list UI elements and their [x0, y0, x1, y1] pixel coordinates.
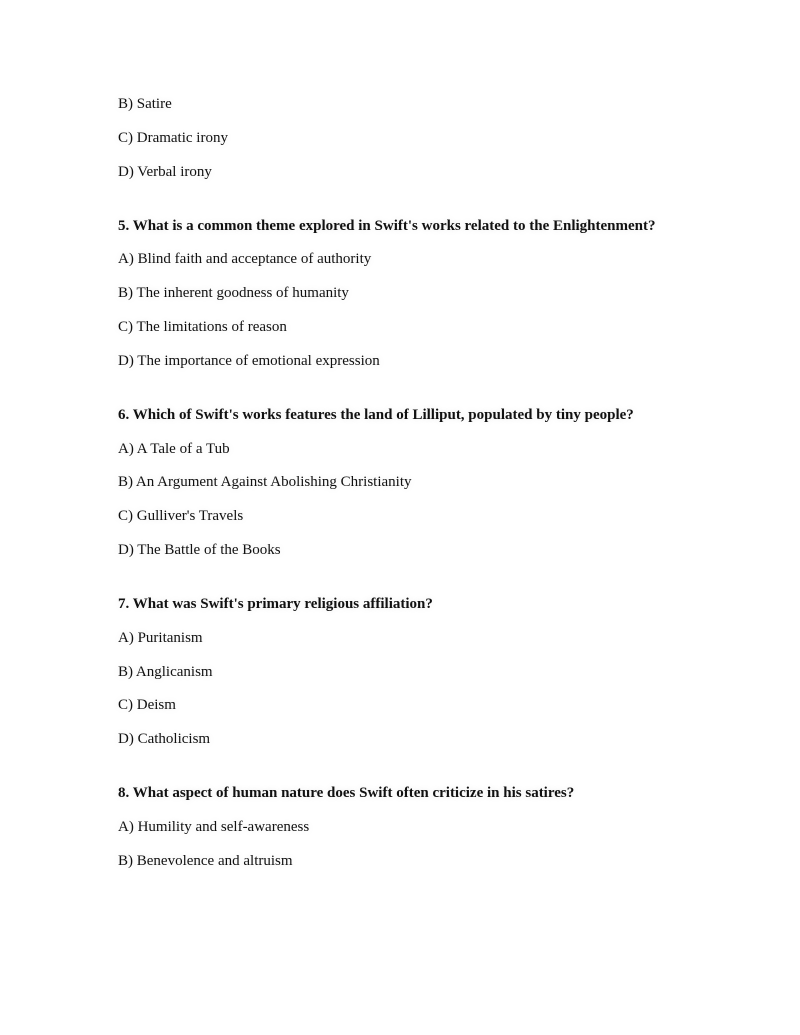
question-7: [118, 594, 758, 749]
answer-option: B) Anglicanism: [118, 663, 213, 680]
answer-option: C) The limitations of reason: [118, 318, 287, 335]
answer-option: D) Catholicism: [118, 731, 211, 748]
answer-option: C) Deism: [118, 697, 176, 714]
answer-option: D) Verbal irony: [118, 163, 212, 180]
answer-option: B) Satire: [118, 96, 172, 112]
answer-option: C) Dramatic irony: [118, 129, 228, 146]
question-prompt: 5. What is a common theme explored in Swift's works related to the Enlightenment?: [118, 217, 656, 234]
answer-option: D) The Battle of the Books: [118, 541, 281, 558]
answer-option: A) Puritanism: [118, 629, 203, 646]
quiz-page: [118, 94, 758, 885]
answer-option: B) The inherent goodness of humanity: [118, 285, 349, 302]
answer-option: C) Gulliver's Travels: [118, 508, 244, 525]
answer-option: B) Benevolence and altruism: [118, 852, 293, 869]
question-prompt: 7. What was Swift's primary religious affiliation?: [118, 595, 433, 612]
answer-option: A) Humility and self-awareness: [118, 818, 310, 835]
question-8: [118, 783, 758, 871]
question-5: [118, 216, 758, 371]
question-6: [118, 405, 758, 560]
question-4-continued: [118, 94, 758, 182]
question-prompt: 6. Which of Swift's works features the land of Lilliput, populated by tiny people?: [118, 406, 634, 423]
answer-option: A) Blind faith and acceptance of authority: [118, 251, 372, 268]
answer-option: A) A Tale of a Tub: [118, 440, 230, 457]
question-prompt: 8. What aspect of human nature does Swift often criticize in his satires?: [118, 785, 575, 802]
answer-option: D) The importance of emotional expression: [118, 352, 380, 369]
answer-option: B) An Argument Against Abolishing Christianity: [118, 474, 412, 491]
